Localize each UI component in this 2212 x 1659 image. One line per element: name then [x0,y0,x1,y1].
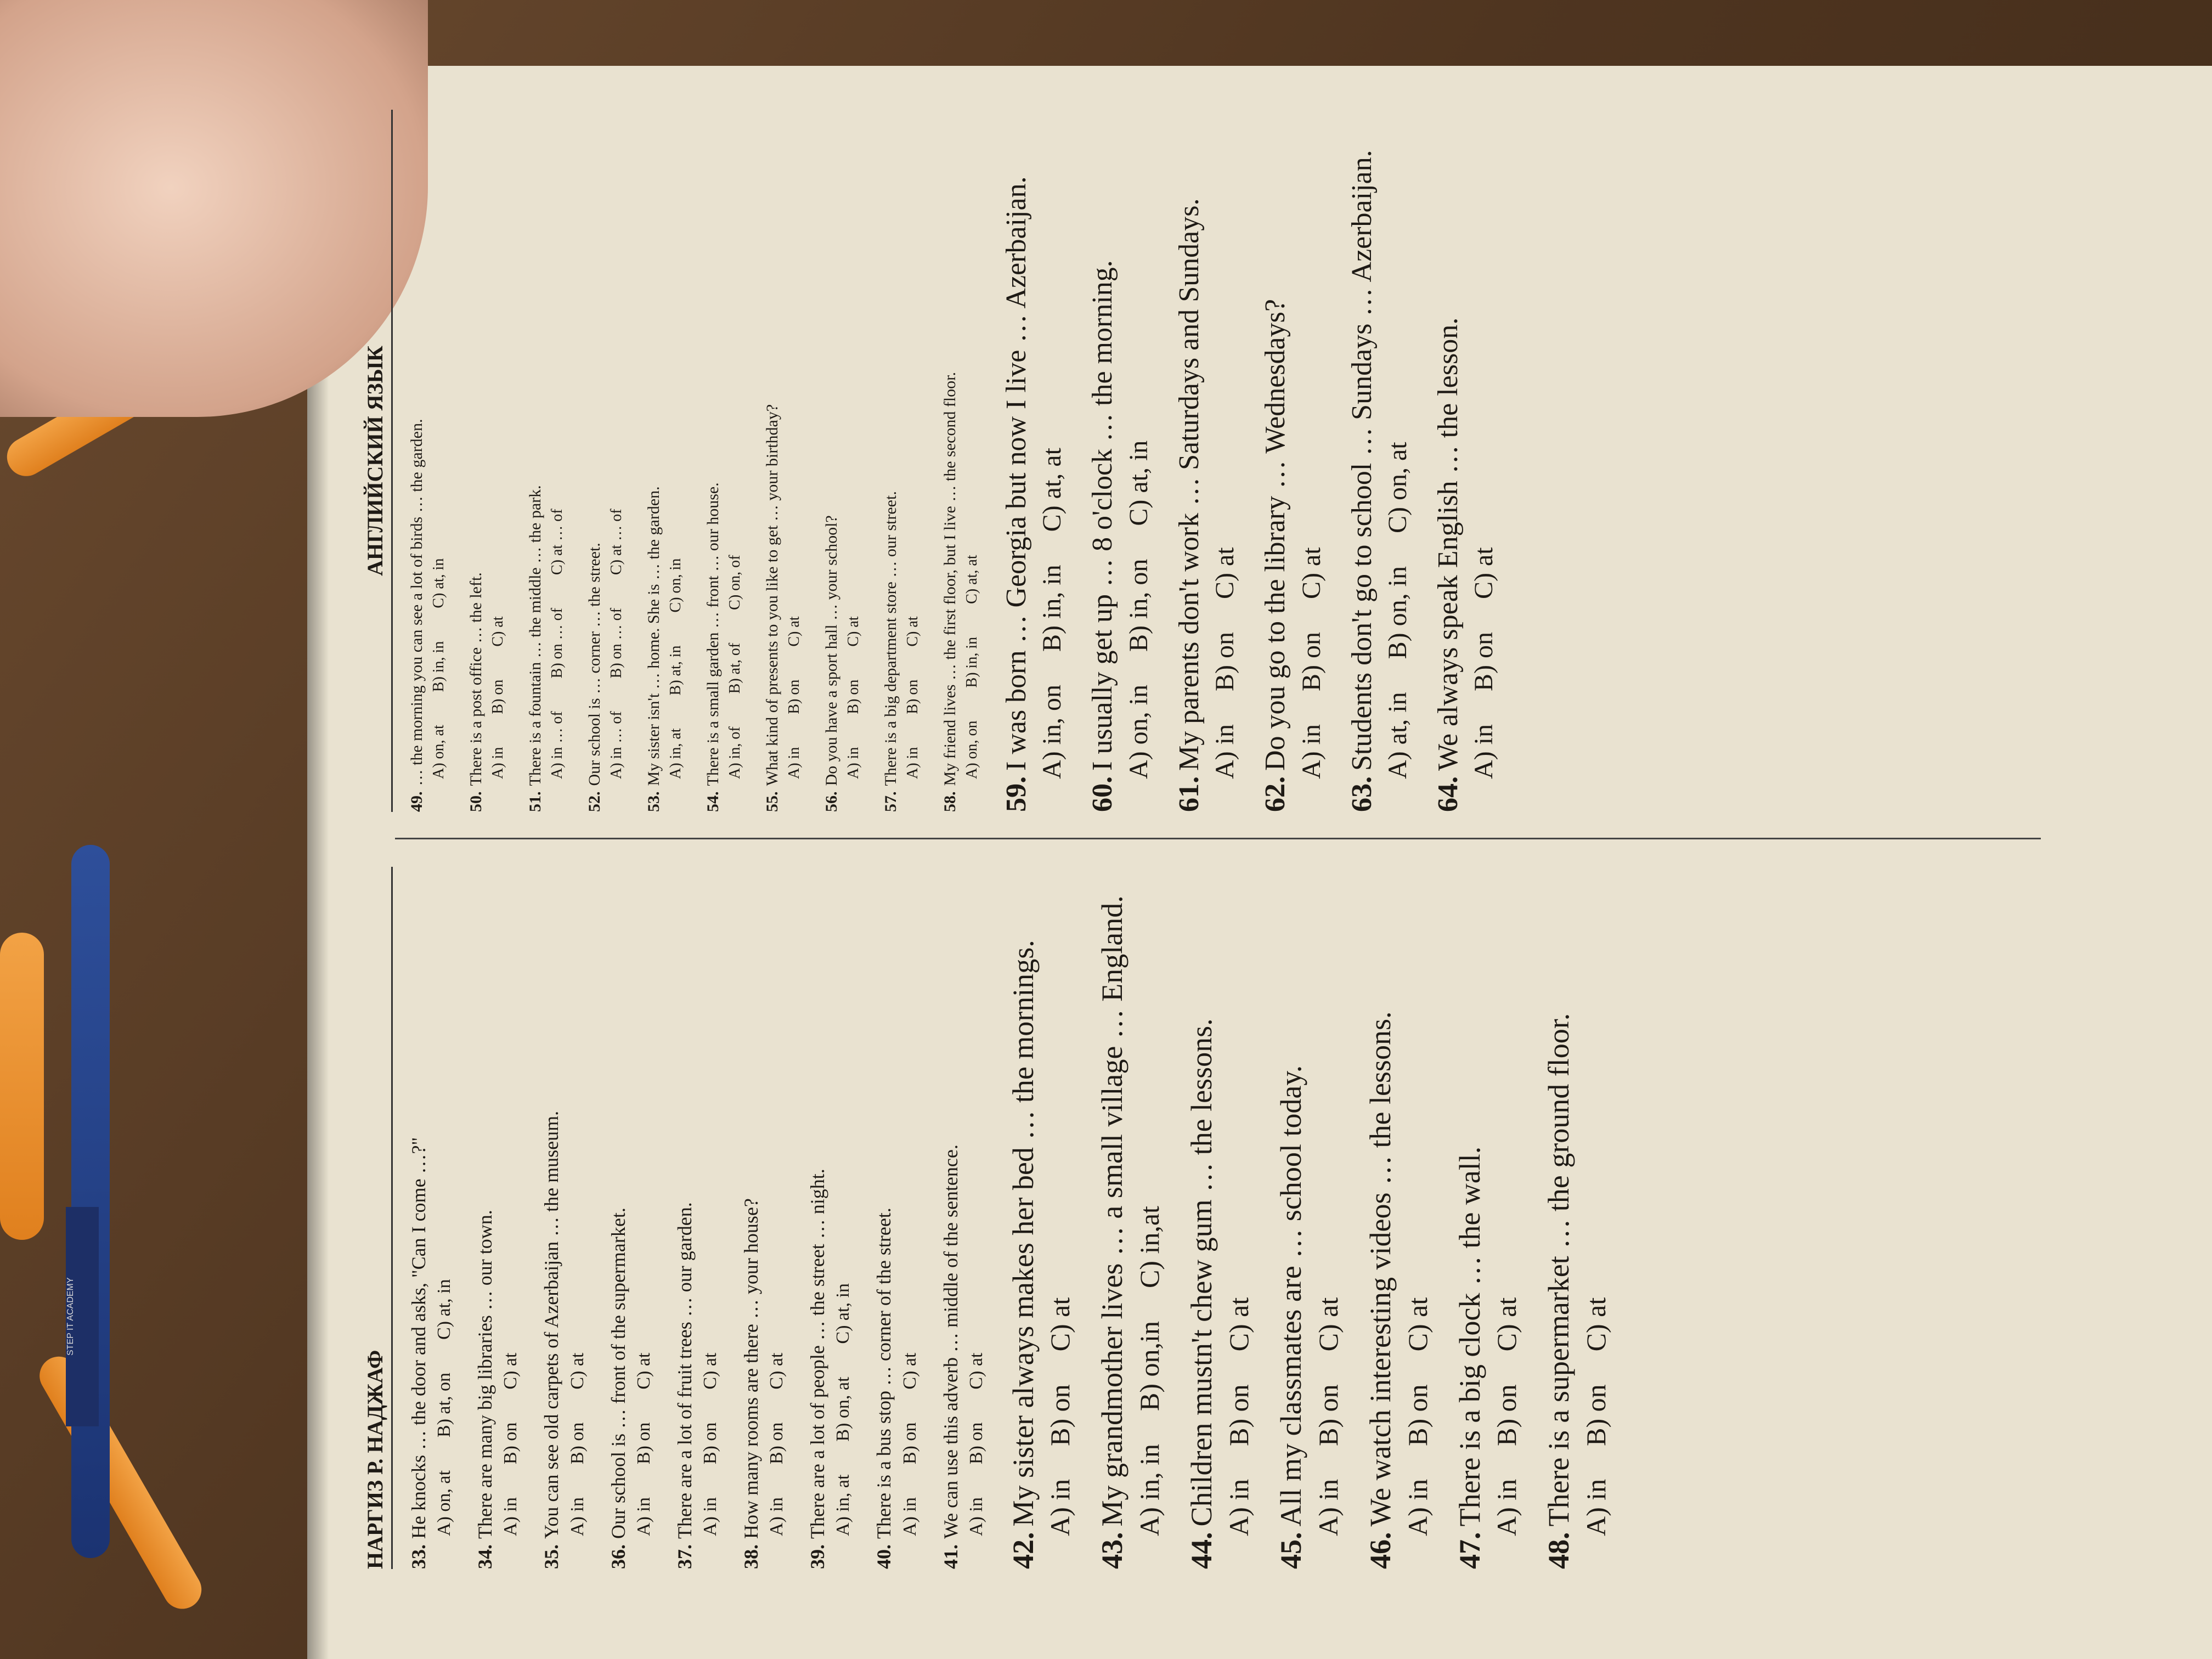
question-stem [1431,110,1465,812]
question-number: 49. [408,791,426,812]
question-text: There are a lot of people … the street … night. [806,1169,829,1539]
question-number: 36. [607,1544,629,1569]
answer-options [1210,110,1240,812]
question-stem [1184,867,1220,1569]
option-c: C) at, in [430,558,447,608]
question-number: 41. [939,1544,962,1569]
question-text: I usually get up … 8 o'clock … the morning. [1087,260,1119,771]
question-item [872,867,920,1569]
answer-options [1580,867,1612,1569]
option-a: A) in [899,1497,920,1536]
question-text: Students don't go to school … Sundays … Azerbaijan. [1346,150,1378,771]
question-stem [1259,110,1293,812]
question-number: 53. [645,791,663,812]
question-number: 35. [540,1544,563,1569]
answer-options [1044,867,1076,1569]
question-text: My grandmother lives … a small village … England. [1096,895,1129,1527]
answer-options [904,110,922,812]
option-a: A) in [766,1497,787,1536]
option-b: B) on [1296,632,1326,692]
answer-options [489,110,507,812]
option-b: B) on [699,1422,720,1465]
right-column [362,110,1517,812]
option-b: B) on [904,679,921,714]
question-number: 38. [740,1544,762,1569]
option-c: C) at, in [434,1279,455,1340]
question-item [881,110,922,812]
question-item [703,110,744,812]
answer-options [430,110,448,812]
question-number: 37. [673,1544,696,1569]
question-item [1452,867,1523,1569]
option-c: C) at [500,1352,521,1390]
question-stem [526,110,545,812]
option-c: C) in,at [1134,1206,1165,1289]
question-item [740,867,787,1569]
question-number: 62. [1260,776,1291,812]
answer-options [608,110,625,812]
option-b: B) on [1581,1384,1612,1446]
question-stem [466,110,486,812]
question-text: What kind of presents to you like to get … your birthday? [763,404,781,786]
option-b: B) on … of [608,608,625,679]
option-b: B) on, at [833,1376,854,1442]
question-stem [1000,110,1034,812]
answer-options [1124,110,1154,812]
question-text: There is a supermarket … the ground floor. [1542,1013,1576,1527]
option-b: B) in, on [1124,558,1153,652]
question-stem [540,867,563,1569]
option-b: B) on [899,1422,920,1465]
option-b: B) on [633,1422,654,1465]
answer-options [1469,110,1499,812]
question-item [1172,110,1240,812]
answer-options [549,110,566,812]
option-b: B) on [567,1422,588,1465]
option-a: A) at, in [1383,692,1412,779]
option-c: C) on, at [1383,442,1412,534]
option-b: B) on [786,679,803,714]
answer-options [567,867,588,1569]
question-number: 43. [1096,1532,1129,1569]
option-b: B) at, on [434,1373,455,1438]
option-a: A) in [1296,724,1326,779]
question-item [673,867,721,1569]
option-c: C) at … of [608,509,625,575]
question-number: 42. [1006,1532,1040,1569]
option-b: B) in, in [430,641,447,692]
option-a: A) in, on [1037,685,1067,779]
question-item [1000,110,1067,812]
option-c: C) at [1469,547,1499,600]
option-b: B) on [845,679,862,714]
question-item [1273,867,1344,1569]
option-c: C) at [1223,1297,1255,1352]
option-b: B) on … of [549,608,566,679]
question-item [939,867,987,1569]
option-a: A) in … of [608,711,625,779]
question-stem [740,867,763,1569]
answer-options [1383,110,1413,812]
option-a: A) in [786,747,803,779]
question-text: We always speak English … the lesson. [1432,317,1464,771]
option-c: C) at [633,1352,654,1390]
question-item [585,110,625,812]
option-b: B) on [1210,632,1240,692]
option-a: A) in [1210,724,1240,779]
question-item [763,110,803,812]
option-a: A) in [1469,724,1499,779]
question-stem [407,110,427,812]
question-stem [1006,867,1041,1569]
answer-options [766,867,787,1569]
option-b: B) in, in [1037,565,1067,652]
option-a: A) in, at [667,728,684,779]
answer-options [434,867,455,1569]
question-stem [1345,110,1379,812]
rotated-page-content [362,88,2172,1569]
option-a: A) on, at [430,725,447,779]
left-question-list [407,867,1612,1569]
question-text: There is a bus stop … corner of the street. [873,1207,895,1539]
question-item [540,867,588,1569]
option-b: B) on [500,1422,521,1465]
question-item [1541,867,1612,1569]
option-c: C) at [1402,1297,1433,1352]
option-c: C) at [1210,547,1240,600]
option-a: A) in … of [549,711,566,779]
question-number: 39. [806,1544,829,1569]
question-number: 33. [408,1544,430,1569]
option-c: C) at [904,616,921,647]
question-number: 58. [941,791,959,812]
question-item [1259,110,1326,812]
question-stem [644,110,664,812]
question-text: We watch interesting videos … the lessons. [1363,1011,1397,1527]
question-item [526,110,566,812]
option-a: A) in [1045,1479,1076,1536]
pen-label: STEP IT ACADEMY [66,1207,99,1426]
option-a: A) in, in [1134,1443,1165,1536]
question-text: He knocks … the door and asks, "Can I come …?" [408,1137,430,1539]
question-text: … the morning you can see a lot of birds … the garden. [408,419,426,786]
option-a: A) in [633,1497,654,1536]
option-a: A) in [489,747,506,779]
answer-options [1037,110,1067,812]
option-b: B) on [1469,632,1499,692]
column-divider [395,838,2041,839]
question-stem [940,110,960,812]
option-a: A) in, at [833,1474,854,1536]
answer-options [1133,867,1165,1569]
question-text: There is a fountain … the middle … the park. [526,485,544,786]
question-item [940,110,981,812]
option-c: C) on, of [726,555,743,610]
option-a: A) on, at [434,1470,455,1536]
option-c: C) at [1581,1297,1612,1352]
question-text: We can use this adverb … middle of the sentence. [939,1144,962,1539]
question-number: 64. [1432,776,1464,812]
option-a: A) in [1581,1479,1612,1536]
answer-options [966,867,987,1569]
question-text: Children mustn't chew gum … the lessons. [1185,1018,1218,1527]
question-text: You can see old carpets of Azerbaijan … the museum. [540,1110,563,1539]
question-item [407,110,448,812]
answer-options [1312,867,1344,1569]
question-number: 47. [1453,1532,1486,1569]
question-stem [1086,110,1120,812]
option-a: A) on, on [963,720,980,779]
question-item [607,867,654,1569]
option-c: C) at, in [833,1283,854,1344]
answer-options [786,110,803,812]
question-text: There are many big libraries … our town. [474,1210,496,1539]
question-item [644,110,685,812]
question-text: Our school is … corner … the street. [585,543,603,786]
answer-options [667,110,685,812]
question-item [473,867,521,1569]
option-a: A) on, in [1124,685,1153,779]
option-a: A) in [500,1497,521,1536]
question-stem [703,110,723,812]
question-text: All my classmates are … school today. [1274,1065,1308,1527]
question-text: There is a big department store … our street. [882,491,900,786]
question-number: 57. [882,791,900,812]
option-c: C) at [786,616,803,647]
question-stem [806,867,830,1569]
option-b: B) on [766,1422,787,1465]
right-question-list [407,110,1499,812]
question-number: 51. [526,791,544,812]
question-number: 52. [585,791,603,812]
question-text: How many rooms are there … your house? [740,1198,762,1539]
question-number: 54. [704,791,722,812]
question-item [1094,867,1165,1569]
option-b: B) at, in [667,645,684,696]
author-header: НАРГИЗ Р. НАДЖАФ [362,867,393,1569]
answer-options [1296,110,1327,812]
option-a: A) in [904,747,921,779]
question-number: 60. [1087,776,1119,812]
question-stem [1541,867,1577,1569]
question-text: My sister always makes her bed … the mornings. [1006,940,1040,1527]
option-c: C) at [899,1352,920,1390]
option-b: B) at, of [726,642,743,694]
option-a: A) in [966,1497,986,1536]
question-number: 59. [1001,776,1032,812]
option-b: B) on [1312,1384,1344,1446]
question-number: 50. [467,791,485,812]
option-b: B) on [1402,1384,1433,1446]
answer-options [500,867,521,1569]
question-item [822,110,862,812]
answer-options [1223,867,1255,1569]
option-c: C) at, in [1124,440,1153,526]
option-c: C) at [1045,1297,1076,1352]
question-stem [473,867,497,1569]
option-c: C) at [567,1352,588,1390]
question-item [1184,867,1255,1569]
question-stem [872,867,896,1569]
answer-options [726,110,744,812]
option-c: C) at [766,1352,787,1390]
answer-options [845,110,862,812]
question-text: My friend lives … the first floor, but I live … the second floor. [941,372,959,786]
option-a: A) in [1402,1479,1433,1536]
question-text: Do you have a sport hall … your school? [822,515,840,786]
question-text: I was born … Georgia but now I live … Azerbaijan. [1001,176,1032,771]
question-stem [763,110,782,812]
answer-options [963,110,981,812]
option-c: C) at … of [549,509,566,575]
option-c: C) at [966,1352,986,1390]
question-item [1006,867,1076,1569]
option-b: B) on [1223,1384,1255,1446]
option-c: C) at [489,616,506,647]
question-text: Our school is … front of the supermarket. [607,1207,629,1539]
question-item [1345,110,1413,812]
option-c: C) on, in [667,558,684,613]
answer-options [833,867,854,1569]
option-c: C) at [845,616,862,647]
question-stem [673,867,697,1569]
option-b: B) on, in [1383,566,1412,659]
option-b: B) on [966,1422,986,1465]
option-a: A) in [699,1497,720,1536]
answer-options [634,867,654,1569]
option-c: C) at, at [963,555,980,604]
question-number: 46. [1363,1532,1397,1569]
option-c: C) at [1312,1297,1344,1352]
subject-header: АНГЛИЙСКИЙ ЯЗЫК [362,110,393,812]
question-item [407,867,455,1569]
question-stem [822,110,842,812]
question-stem [585,110,605,812]
option-c: C) at [1491,1297,1522,1352]
question-text: Do you go to the library … Wednesdays? [1260,299,1291,771]
orange-pen-bottom-2 [0,933,44,1240]
question-number: 61. [1173,776,1205,812]
question-number: 34. [474,1544,496,1569]
option-a: A) in, of [726,726,743,779]
question-text: My parents don't work … Saturdays and Sundays. [1173,198,1205,771]
question-item [1363,867,1434,1569]
question-item [1431,110,1499,812]
option-b: B) in, in [963,636,980,688]
question-number: 56. [822,791,840,812]
option-a: A) in [1312,1479,1344,1536]
answer-options [1491,867,1522,1569]
question-item [466,110,507,812]
option-a: A) in [1223,1479,1255,1536]
question-text: My sister isn't … home. She is … the garden. [645,486,663,786]
question-item [806,867,854,1569]
answer-options [1402,867,1434,1569]
question-stem [407,867,431,1569]
answer-options [900,867,921,1569]
question-number: 44. [1185,1532,1218,1569]
question-text: There is a post office … the left. [467,572,485,786]
question-stem [1172,110,1206,812]
answer-options [700,867,721,1569]
question-number: 63. [1346,776,1378,812]
question-number: 40. [873,1544,895,1569]
left-column [362,867,1630,1569]
question-text: There are a lot of fruit trees … our garden. [673,1202,696,1539]
option-c: C) at, at [1037,448,1067,532]
question-stem [1273,867,1309,1569]
question-item [1086,110,1153,812]
question-number: 55. [763,791,781,812]
option-a: A) in [567,1497,588,1536]
option-c: C) at [1296,547,1326,600]
blue-pen [71,845,110,1558]
option-a: A) in [845,747,862,779]
option-b: B) on [1045,1384,1076,1446]
question-stem [607,867,630,1569]
question-stem [1094,867,1130,1569]
question-stem [939,867,963,1569]
question-text: There is a small garden … front … our house. [704,482,722,786]
question-stem [1363,867,1398,1569]
option-c: C) at [699,1352,720,1390]
option-b: B) on,in [1134,1321,1165,1411]
question-stem [881,110,901,812]
question-number: 45. [1274,1532,1308,1569]
option-a: A) in [1491,1479,1522,1536]
question-text: There is a big clock … the wall. [1453,1146,1486,1527]
question-stem [1452,867,1488,1569]
option-b: B) on [489,679,506,714]
option-b: B) on [1491,1384,1522,1446]
question-number: 48. [1542,1532,1576,1569]
